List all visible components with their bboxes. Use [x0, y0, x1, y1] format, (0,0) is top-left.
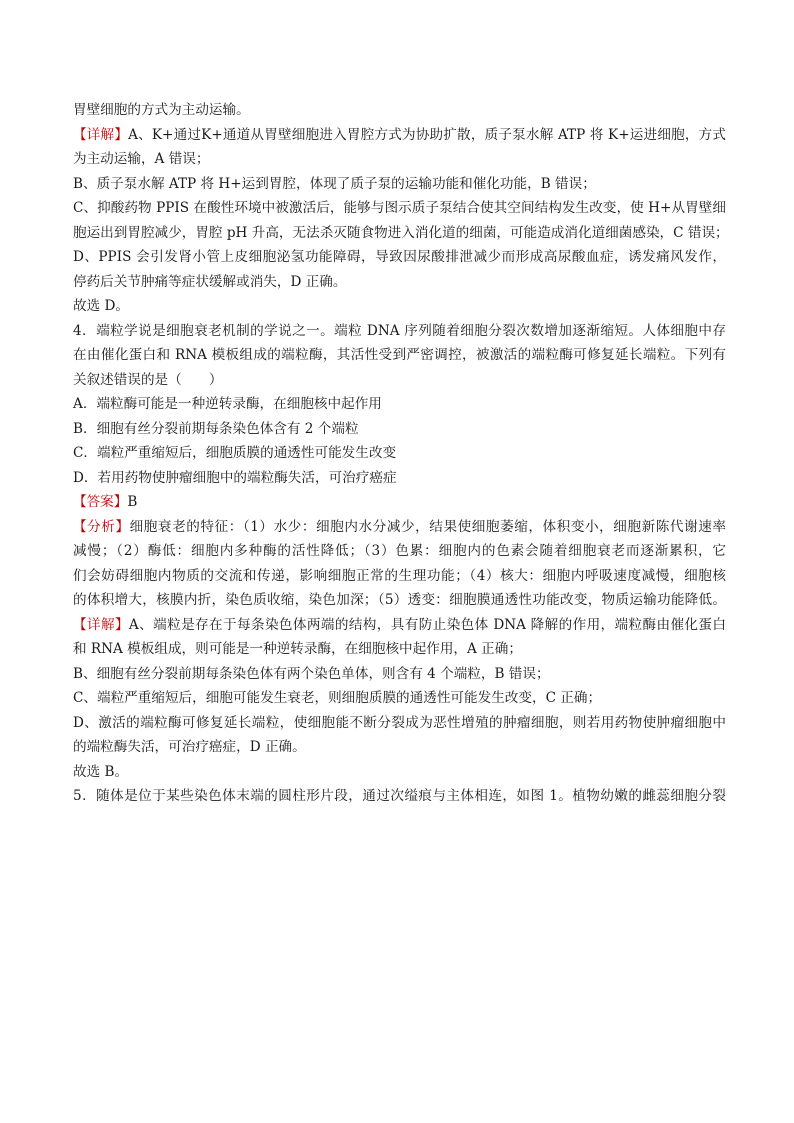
q4-option-a: A．端粒酶可能是一种逆转录酶，在细胞核中起作用: [73, 396, 382, 412]
q4-analysis-line-4: 的体积增大，核膜内折，染色质收缩，染色加深；（5）透变：细胞膜通透性功能改变，物质运输功能降低。: [73, 592, 726, 608]
detail-tag: 【详解】: [73, 616, 129, 633]
q4-analysis-line-3: 们会妨碍细胞内物质的交流和传递，影响细胞正常的生理功能；（4）核大：细胞内呼吸速度减慢，细胞核: [73, 567, 726, 584]
q4-conclusion: 故选 B。: [73, 763, 129, 780]
q4-detail-d-line-1: D、激活的端粒酶可修复延长端粒，使细胞能不断分裂成为恶性增殖的肿瘤细胞，则若用药物使肿瘤细胞中: [73, 714, 726, 731]
q4-stem-line-2: 在由催化蛋白和 RNA 模板组成的端粒酶，其活性受到严密调控，被激活的端粒酶可修复延长端粒。下列有: [73, 347, 726, 363]
q3-conclusion: 故选 D。: [73, 298, 130, 314]
q4-answer-value: B: [127, 494, 138, 510]
q4-detail-b: B、细胞有丝分裂前期每条染色体有两个染色单体，则含有 4 个端粒，B 错误；: [73, 665, 550, 682]
analysis-tag: 【分析】: [73, 518, 130, 535]
q3-detail-line-1: [73, 123, 726, 148]
answer-tag: 【答案】: [73, 494, 128, 510]
q4-detail-d-line-2: 的端粒酶失活，可治疗癌症，D 正确。: [73, 739, 306, 755]
q4-detail-line-1: [73, 613, 726, 638]
detail-tag: 【详解】: [73, 126, 129, 143]
q3-detail-b: B、质子泵水解 ATP 将 H+运到胃腔，体现了质子泵的运输功能和催化功能，B 错误；: [73, 175, 596, 192]
q3-detail-c-line-2: 胞运出到胃腔减少，胃腔 pH 升高，无法杀灭随食物进入消化道的细菌，可能造成消化道细菌感染，C 错误；: [73, 224, 729, 241]
q4-answer-line: [73, 490, 726, 515]
q5-stem-line-1: 5．随体是位于某些染色体末端的圆柱形片段，通过次缢痕与主体相连，如图 1。植物幼嫩的雌蕊细胞分裂: [73, 788, 726, 804]
q4-detail-text-1: A、端粒是存在于每条染色体两端的结构，具有防止染色体 DNA 降解的作用，端粒酶由催化蛋白: [128, 616, 726, 633]
q3-detail-d-line-1: D、PPIS 会引发肾小管上皮细胞泌氢功能障碍，导致因尿酸排泄减少而形成高尿酸血症，诱发痛风发作，: [73, 249, 726, 265]
q4-analysis-text-1: 细胞衰老的特征：（1）水少：细胞内水分减少，结果使细胞萎缩，体积变小，细胞新陈代谢速率: [129, 518, 726, 535]
q3-detail-text-1: A、K+通过K+通道从胃壁细胞进入胃腔方式为协助扩散，质子泵水解 ATP 将 K+运进细胞，方式: [128, 126, 727, 143]
q4-detail-line-2: 和 RNA 模板组成，则可能是一种逆转录酶，在细胞核中起作用，A 正确；: [73, 641, 522, 657]
q4-option-b: B．细胞有丝分裂前期每条染色体含有 2 个端粒: [73, 420, 359, 437]
q4-detail-c: C、端粒严重缩短后，细胞可能发生衰老，则细胞质膜的通透性可能发生改变，C 正确；: [73, 690, 602, 706]
q3-detail-line-2: 为主动运输，A 错误；: [73, 151, 210, 167]
q4-option-c: C．端粒严重缩短后，细胞质膜的通透性可能发生改变: [73, 445, 397, 461]
q3-detail-c-line-1: C、抑酸药物 PPIS 在酸性环境中被激活后，能够与图示质子泵结合使其空间结构发生改变，使 H+从胃壁细: [73, 200, 726, 216]
q3-analysis-tail: 胃壁细胞的方式为主动运输。: [73, 102, 250, 118]
q3-detail-d-line-2: 停药后关节肿痛等症状缓解或消失，D 正确。: [73, 273, 347, 290]
q4-stem-line-3: 关叙述错误的是（ ）: [73, 371, 223, 388]
q4-analysis-line-2: 减慢；（2）酶低：细胞内多种酶的活性降低；（3）色累：细胞内的色素会随着细胞衰老而逐渐累积，它: [73, 543, 726, 559]
page-content: [73, 98, 729, 809]
q4-option-d: D．若用药物使肿瘤细胞中的端粒酶失活，可治疗癌症: [73, 469, 397, 486]
q4-stem-line-1: 4．端粒学说是细胞衰老机制的学说之一。端粒 DNA 序列随着细胞分裂次数增加逐渐缩短。人体细胞中存: [73, 322, 726, 339]
q4-analysis-line-1: [73, 515, 726, 540]
